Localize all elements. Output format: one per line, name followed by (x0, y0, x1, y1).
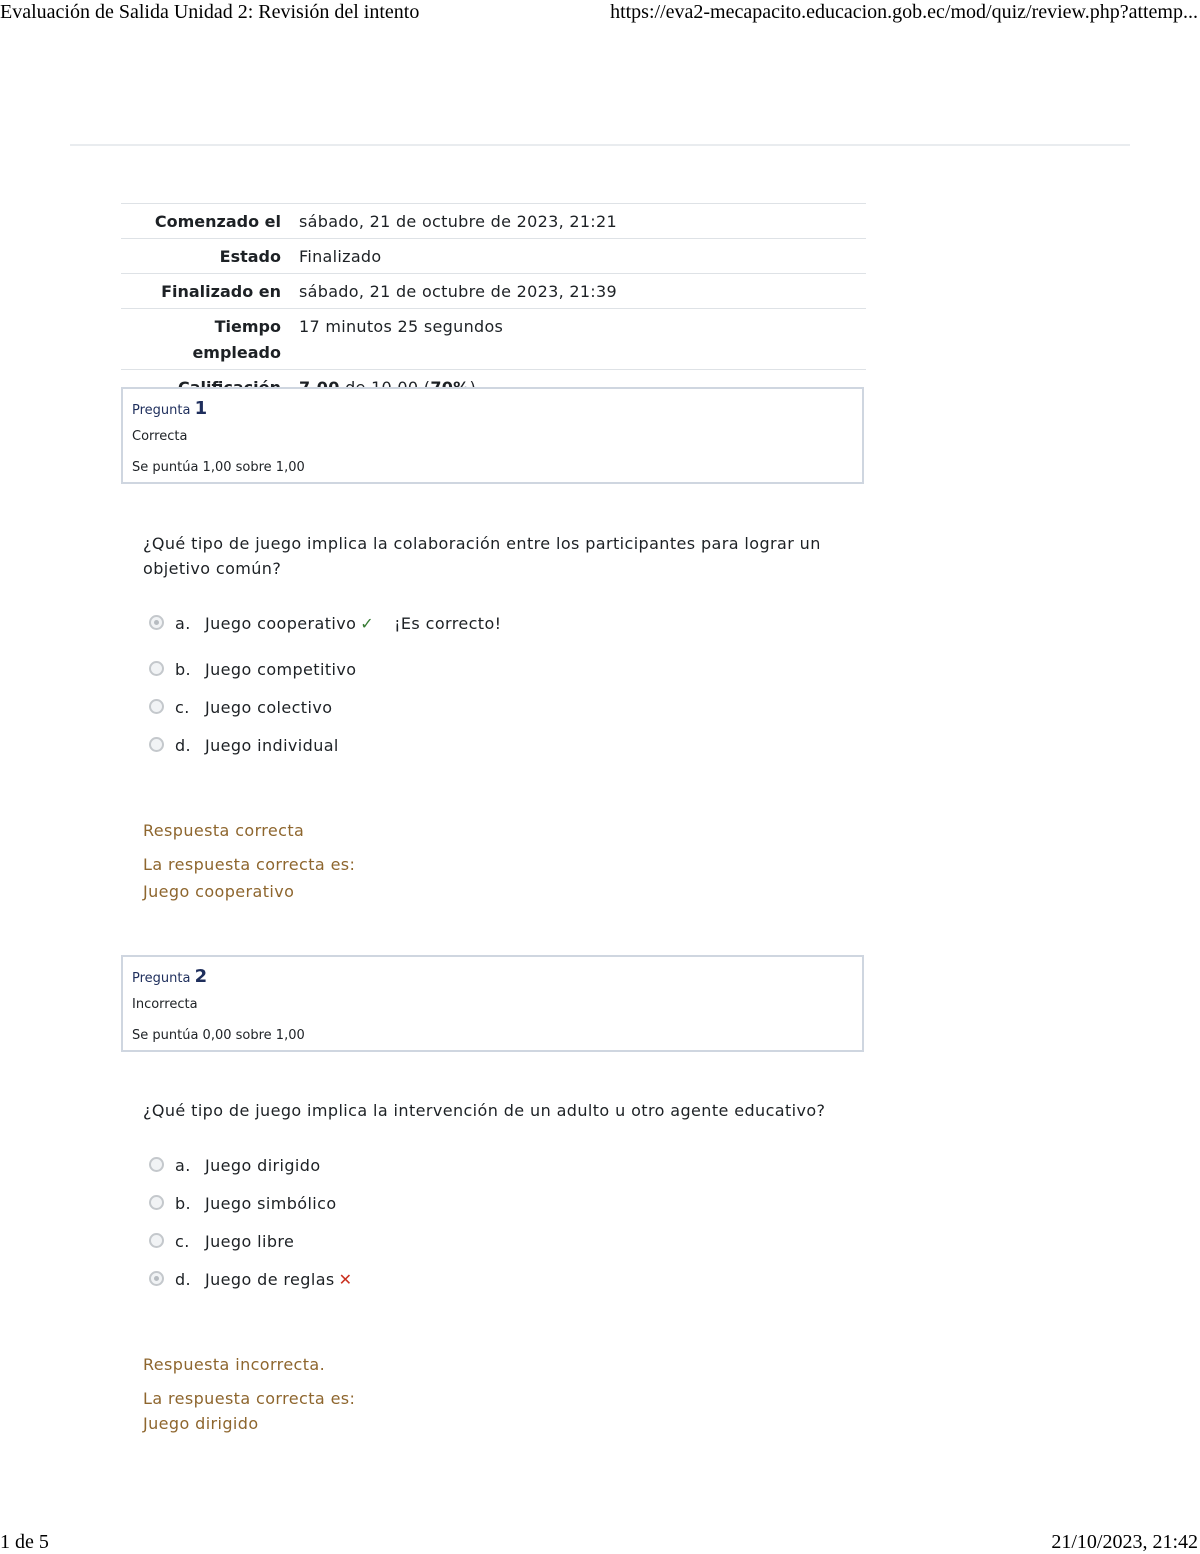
answer-label: Juego competitivo (205, 660, 357, 679)
answer-label: Juego simbólico (205, 1194, 337, 1213)
radio-button-checked[interactable] (149, 615, 164, 630)
right-answer: Juego cooperativo (143, 882, 295, 901)
question-prefix: Pregunta (132, 971, 191, 986)
answer-letter: a. (175, 614, 191, 633)
question-number (132, 967, 207, 989)
question-grade: Se puntúa 1,00 sobre 1,00 (132, 460, 305, 475)
radio-button[interactable] (149, 737, 164, 752)
summary-label-line: empleado (192, 343, 281, 362)
summary-value: sábado, 21 de octubre de 2023, 21:21 (299, 212, 617, 231)
right-answer: Juego dirigido (143, 1414, 259, 1433)
question-2-outcome: Respuesta incorrecta. (143, 1355, 326, 1374)
summary-label: Estado (219, 247, 281, 266)
question-number-value: 1 (194, 398, 208, 419)
print-page-counter: 1 de 5 (0, 1531, 49, 1553)
question-text-line: ¿Qué tipo de juego implica la colaboración entre los participantes para lograr un (143, 534, 821, 553)
header-divider (70, 144, 1130, 146)
answer-label: Juego dirigido (205, 1156, 321, 1175)
summary-row-state (121, 239, 866, 274)
answer-label: Juego de reglas (205, 1270, 335, 1289)
print-page-title: Evaluación de Salida Unidad 2: Revisión del intento (0, 1, 420, 23)
answer-letter: b. (175, 660, 192, 679)
question-prefix: Pregunta (132, 403, 191, 418)
radio-button[interactable] (149, 1195, 164, 1210)
summary-label: Comenzado el (154, 212, 281, 231)
radio-button[interactable] (149, 1157, 164, 1172)
print-datetime: 21/10/2023, 21:42 (1051, 1531, 1198, 1553)
question-number (132, 399, 207, 421)
question-grade: Se puntúa 0,00 sobre 1,00 (132, 1028, 305, 1043)
question-1-text (143, 531, 843, 581)
check-icon: ✓ (360, 614, 375, 633)
attempt-summary-table (121, 203, 866, 404)
answer-label: Juego libre (205, 1232, 295, 1251)
summary-label: Finalizado en (161, 282, 281, 301)
question-1-info-box (121, 387, 864, 484)
answer-label: Juego colectivo (205, 698, 333, 717)
summary-row-finished (121, 274, 866, 309)
answer-letter: d. (175, 736, 192, 755)
question-2-info-box (121, 955, 864, 1052)
question-state: Correcta (132, 429, 188, 444)
summary-row-started (121, 204, 866, 239)
answer-feedback: ¡Es correcto! (394, 614, 502, 633)
answer-letter: c. (175, 1232, 190, 1251)
right-answer-intro: La respuesta correcta es: (143, 1389, 356, 1408)
radio-button-checked[interactable] (149, 1271, 164, 1286)
summary-value: Finalizado (299, 247, 382, 266)
question-2-text (143, 1098, 843, 1123)
answer-label-wrap (205, 611, 501, 637)
radio-button[interactable] (149, 1233, 164, 1248)
summary-label (121, 309, 297, 370)
answer-letter: a. (175, 1156, 191, 1175)
answer-label: Juego cooperativo (205, 614, 357, 633)
summary-value: sábado, 21 de octubre de 2023, 21:39 (299, 282, 617, 301)
answer-letter: d. (175, 1270, 192, 1289)
question-number-value: 2 (194, 966, 208, 987)
cross-icon: ✕ (338, 1270, 353, 1289)
question-state: Incorrecta (132, 997, 198, 1012)
summary-row-time (121, 309, 866, 370)
answer-letter: c. (175, 698, 190, 717)
summary-label-line: Tiempo (214, 317, 281, 336)
right-answer-intro: La respuesta correcta es: (143, 855, 356, 874)
radio-button[interactable] (149, 699, 164, 714)
answer-label: Juego individual (205, 736, 339, 755)
answer-letter: b. (175, 1194, 192, 1213)
question-1-outcome: Respuesta correcta (143, 821, 305, 840)
question-text-line: objetivo común? (143, 559, 282, 578)
radio-button[interactable] (149, 661, 164, 676)
question-text-line: ¿Qué tipo de juego implica la intervención de un adulto u otro agente educativo? (143, 1101, 826, 1120)
print-page-url: https://eva2-mecapacito.educacion.gob.ec/mod/quiz/review.php?attemp... (610, 1, 1198, 23)
summary-value: 17 minutos 25 segundos (299, 317, 504, 336)
answer-label-wrap (205, 1267, 352, 1293)
